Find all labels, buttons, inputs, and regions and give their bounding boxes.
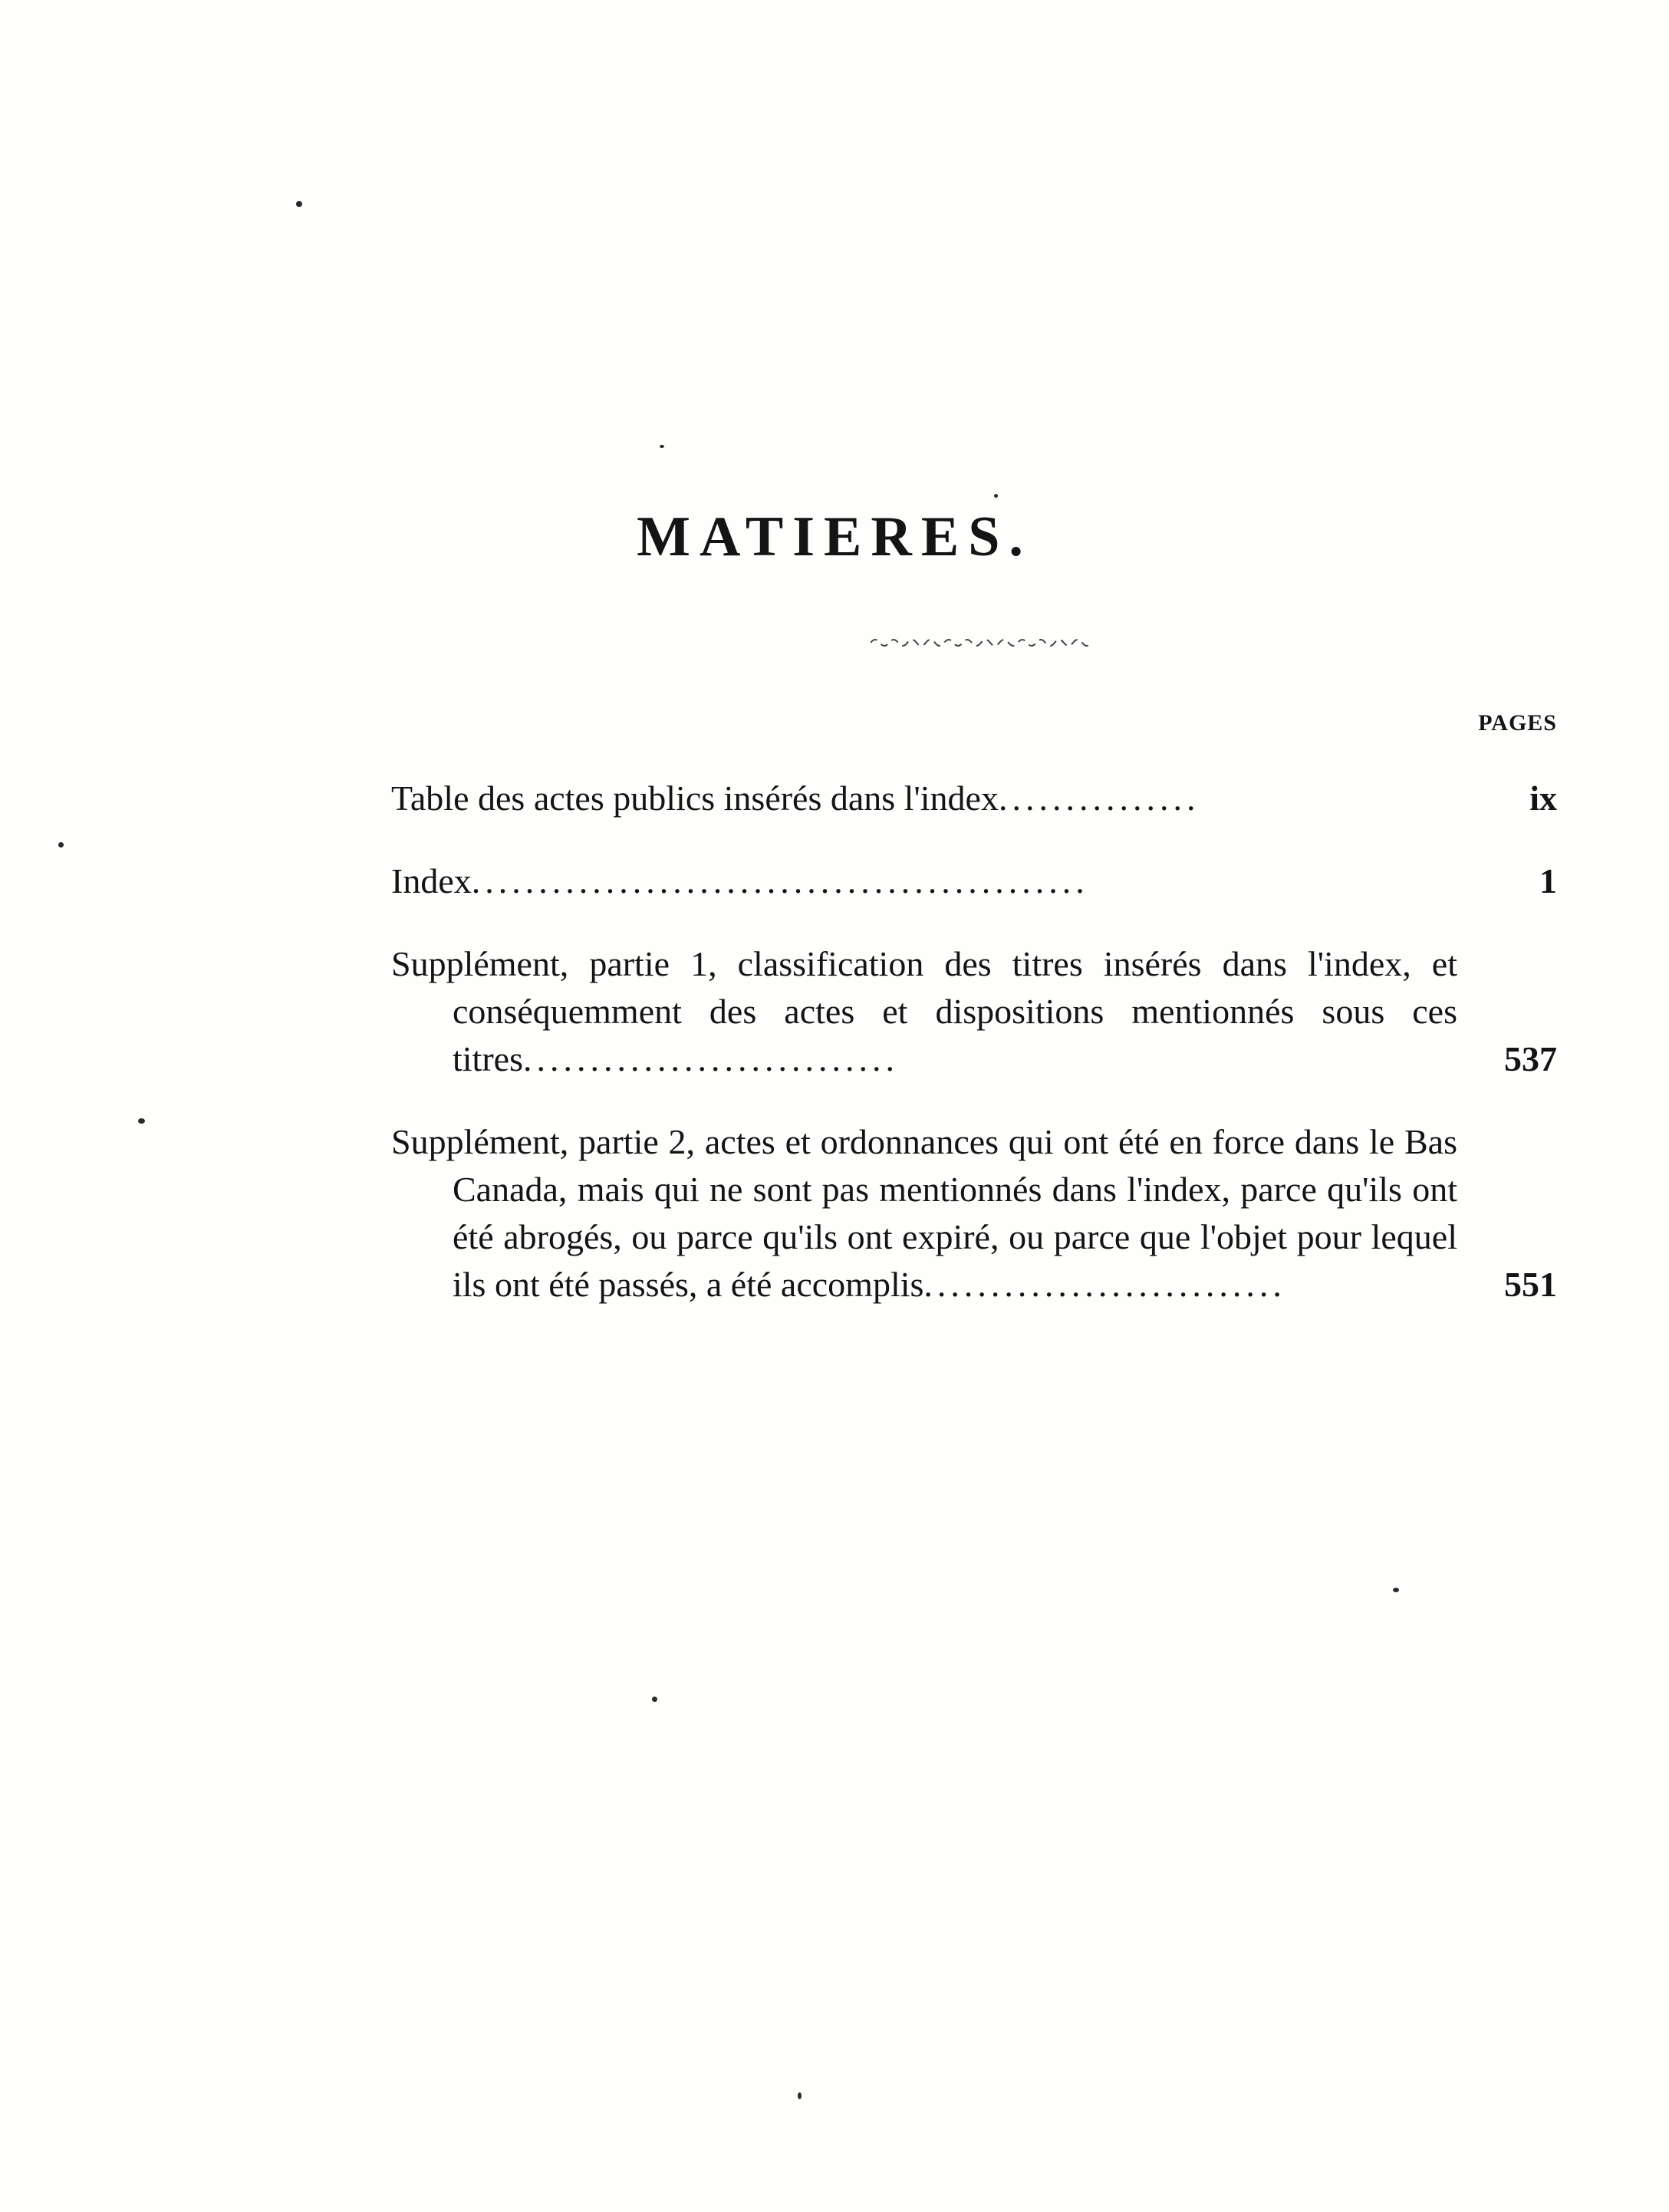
print-speck bbox=[652, 1697, 657, 1702]
print-speck bbox=[994, 494, 998, 498]
toc-entry bbox=[391, 1118, 1557, 1308]
table-of-contents bbox=[391, 775, 1557, 1308]
toc-page-number: 537 bbox=[1504, 1039, 1557, 1078]
print-speck bbox=[1393, 1588, 1399, 1592]
print-speck bbox=[296, 201, 302, 207]
toc-entry-text: Table des actes publics insérés dans l'index bbox=[391, 778, 999, 818]
toc-entry bbox=[391, 775, 1557, 822]
toc-page-number: 551 bbox=[1504, 1265, 1557, 1304]
ornament-rule bbox=[871, 629, 1093, 652]
dot-leader: .............................................. bbox=[471, 861, 1089, 900]
dot-leader: ............... bbox=[998, 778, 1200, 818]
toc-entry bbox=[391, 857, 1557, 905]
toc-entry-text: Index bbox=[391, 861, 472, 900]
dot-leader: ............................ bbox=[522, 1039, 899, 1078]
toc-entry-text: Supplément, partie 2, actes et ordonnances qui ont été en force dans le Bas Canada, mais qui ne sont pas mentionnés dans l'index, parce qu'ils ont été abrogés, ou parce qu'ils ont expiré, ou parce que l'objet pour lequel ils ont été passés, a été accomplis bbox=[391, 1122, 1457, 1304]
toc-entry-text: Supplément, partie 1, classification des titres insérés dans l'index, et conséquemment des actes et dispositions mentionnés sous ces titres bbox=[391, 944, 1457, 1078]
print-speck bbox=[58, 842, 64, 848]
print-speck bbox=[660, 445, 664, 448]
print-speck bbox=[138, 1118, 145, 1124]
page-heading: MATIERES. bbox=[637, 505, 1032, 568]
pages-column-label: PAGES bbox=[1478, 710, 1557, 736]
toc-page-number: ix bbox=[1529, 778, 1557, 818]
toc-page-number: 1 bbox=[1539, 861, 1557, 900]
dot-leader: ........................... bbox=[923, 1265, 1286, 1304]
toc-entry bbox=[391, 940, 1557, 1083]
print-speck bbox=[798, 2092, 802, 2099]
